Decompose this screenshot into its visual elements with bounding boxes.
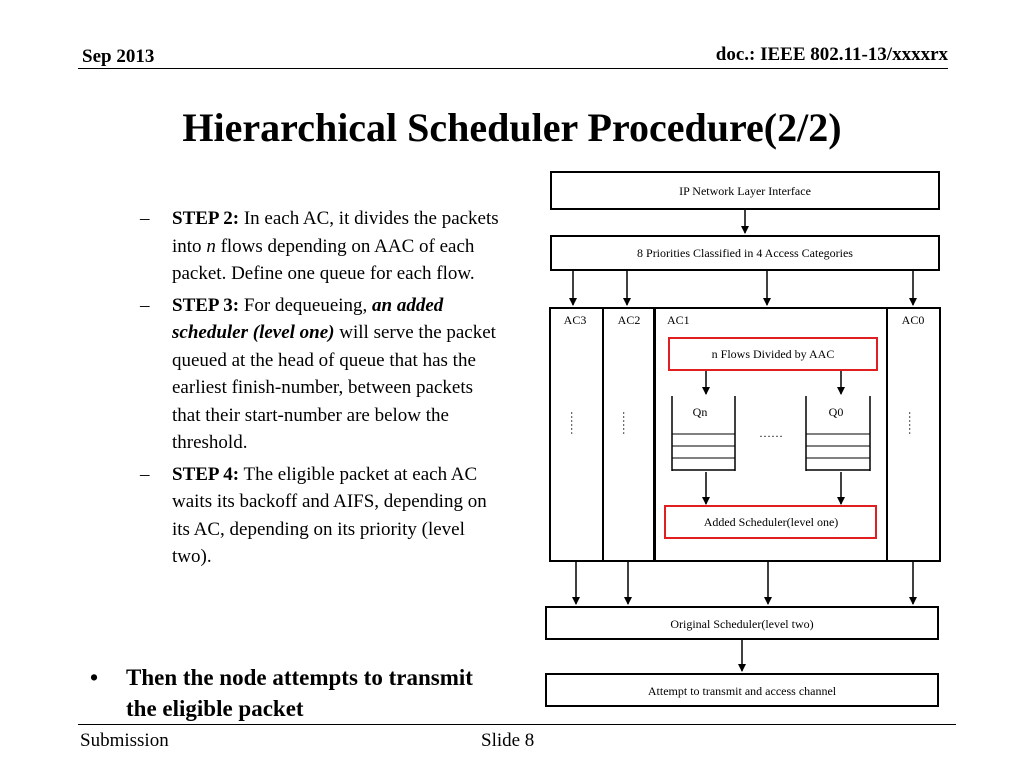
dash-marker: – <box>140 294 150 316</box>
queue-left-label: Qn <box>692 405 708 419</box>
queues-ellipsis: …… <box>759 426 783 440</box>
step-italic: n <box>206 235 216 257</box>
ac3-label: AC3 <box>563 313 587 327</box>
step-text: In each AC, it divides the packets into <box>172 208 499 257</box>
step-label: STEP 3: <box>172 294 240 316</box>
flows-label: n Flows Divided by AAC <box>711 347 835 361</box>
slide-title: Hierarchical Scheduler Procedure(2/2) <box>182 105 842 150</box>
ac3-ellipsis: …… <box>568 411 582 435</box>
ac0-ellipsis: …… <box>906 411 920 435</box>
step-text: flows depending on AAC of each packet. Define one queue for each flow. <box>172 235 475 284</box>
ip-interface-label: IP Network Layer Interface <box>679 184 811 198</box>
conclusion-text: Then the node attempts to transmit the eligible packet <box>126 665 473 721</box>
queue-right-label: Q0 <box>828 405 844 419</box>
step-text: For dequeueing, <box>239 294 373 316</box>
footer-slide-number: Slide 8 <box>481 730 535 751</box>
step-label: STEP 4: <box>172 463 240 485</box>
footer-submission: Submission <box>80 730 169 751</box>
ac2-label: AC2 <box>617 313 641 327</box>
ac2-ellipsis: …… <box>620 411 634 435</box>
dash-marker: – <box>140 463 150 485</box>
ac0-label: AC0 <box>901 313 925 327</box>
header-doc-id: doc.: IEEE 802.11-13/xxxxrx <box>715 44 948 65</box>
dash-marker: – <box>140 208 150 229</box>
step-text: will serve the packet queued at the head of queue that has the earliest finish-number, between packets that their start-number are below the threshold. <box>172 322 496 453</box>
step-text: The eligible packet at each AC waits its backoff and AIFS, depending on its AC, depending on its priority (level two). <box>172 463 487 567</box>
attempt-label: Attempt to transmit and access channel <box>647 684 837 698</box>
bullet-dot-icon: • <box>90 665 99 690</box>
step-label: STEP 2: <box>172 208 240 229</box>
header-date: Sep 2013 <box>82 46 155 67</box>
added-scheduler-label: Added Scheduler(level one) <box>703 515 839 529</box>
original-scheduler-label: Original Scheduler(level two) <box>670 617 814 631</box>
step-emphasis: an added scheduler (level one) <box>172 294 444 343</box>
ac1-label: AC1 <box>667 313 690 327</box>
footer-divider <box>78 724 956 725</box>
classifier-label: 8 Priorities Classified in 4 Access Categories <box>637 246 853 260</box>
